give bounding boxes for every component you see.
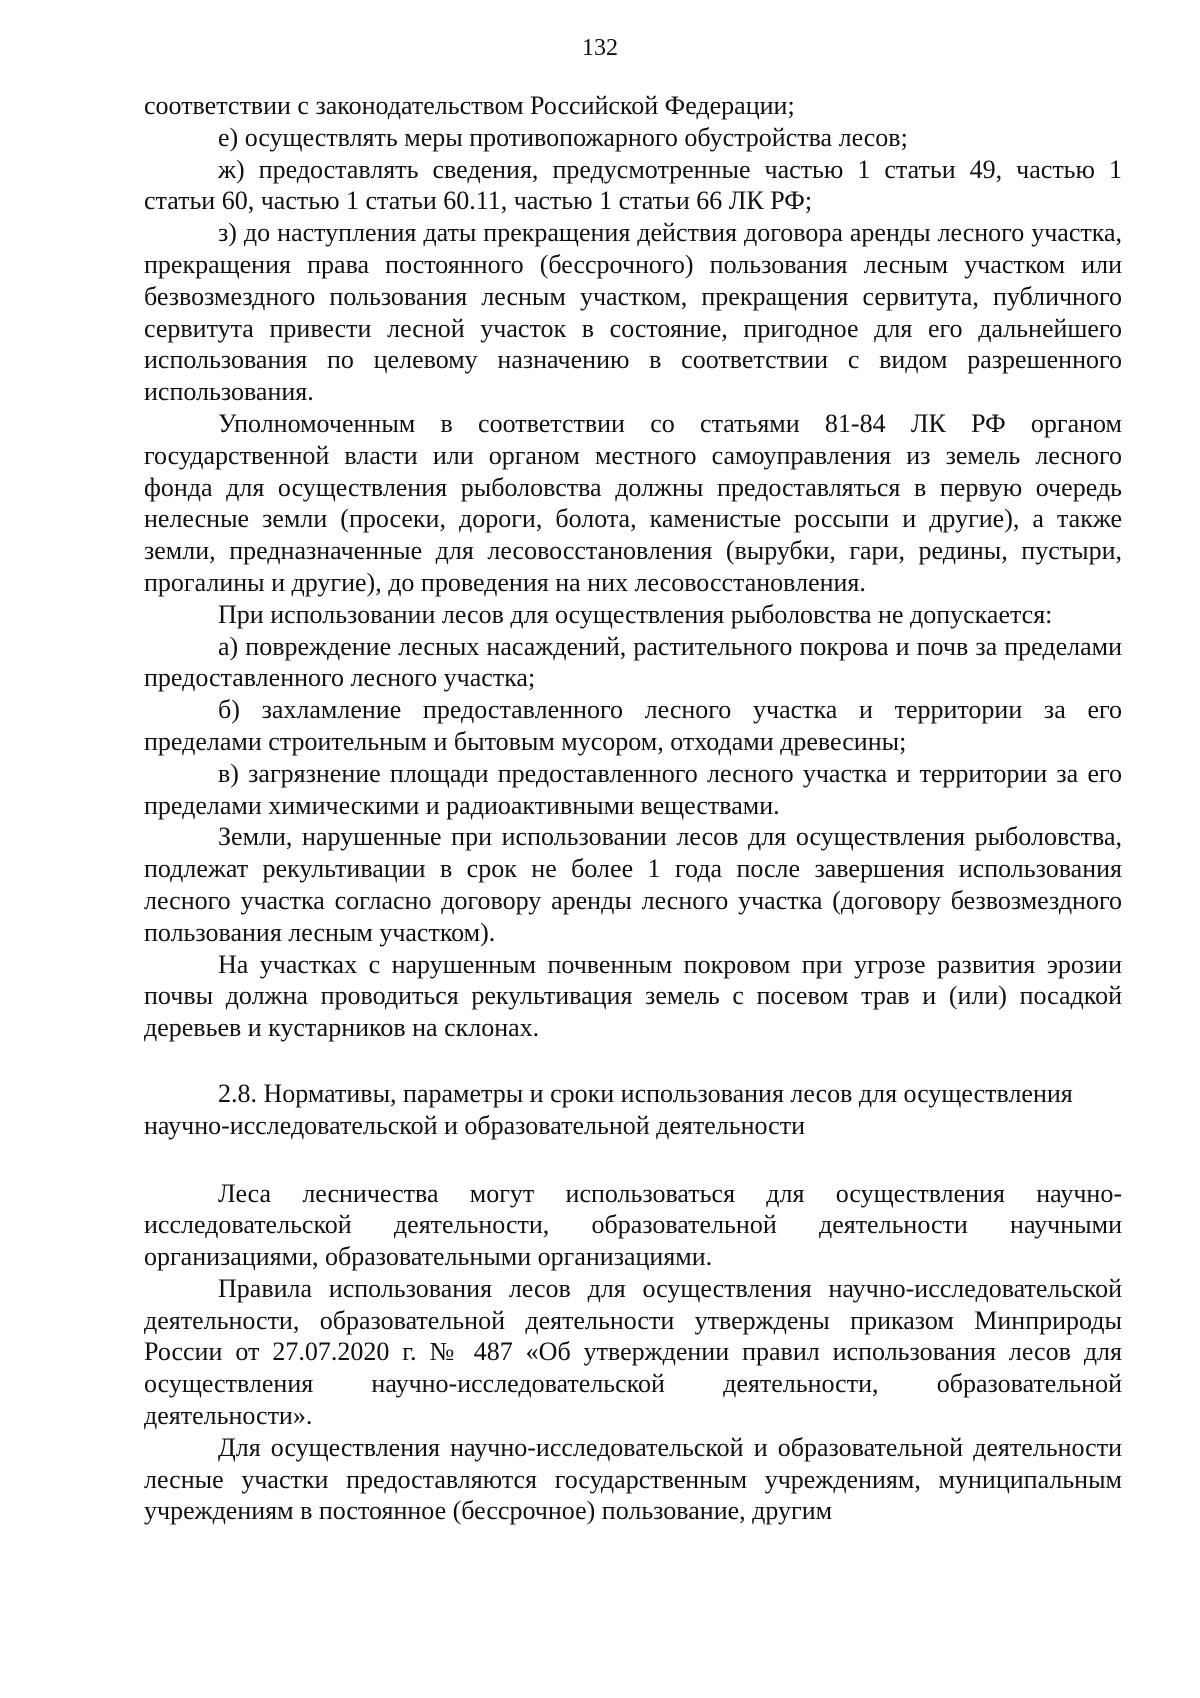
paragraph-provision: Для осуществления научно-исследовательской и образовательной деятельности лесные участки предоставляются государственным учреждениям, муниципальным учреждениям в постоянное (бессрочное) пользование, другим xyxy=(144,1432,1122,1526)
paragraph-recultivation: Земли, нарушенные при использовании лесов для осуществления рыболовства, подлежат рекультивации в срок не более 1 года после завершения использования лесного участка согласно договору аренды лесного участка (договору безвозмездного пользования лесным участком). xyxy=(144,822,1122,947)
spacer xyxy=(144,1044,1122,1078)
paragraph-prohibitions: При использовании лесов для осуществления рыболовства не допускается: xyxy=(218,599,1053,629)
paragraph-erosion: На участках с нарушенным почвенным покровом при угрозе развития эрозии почвы должна проводиться рекультивация земель с посевом трав и (или) посадкой деревьев и кустарников на склонах. xyxy=(144,949,1122,1043)
paragraph-nonforest-lands: Уполномоченным в соответствии со статьями 81-84 ЛК РФ органом государственной власти или органом местного самоуправления из земель лесного фонда для осуществления рыболовства должны предоставляться в первую очередь нелесные земли (просеки, дороги, болота, каменистые россыпи и другие), а также земли, предназначенные для лесовосстановления (вырубки, гари, редины, пустыри, прогалины и другие), до проведения на них лесовосстановления. xyxy=(144,408,1122,597)
paragraph-continuation: соответствии с законодательством Российской Федерации; xyxy=(144,91,795,120)
list-item-zh: ж) предоставлять сведения, предусмотренные частью 1 статьи 49, частью 1 статьи 60, частью 1 статьи 60.11, частью 1 статьи 66 ЛК РФ; xyxy=(144,154,1122,216)
list-item-z: з) до наступления даты прекращения действия договора аренды лесного участка, прекращения права постоянного (бессрочного) пользования лесным участком или безвозмездного пользования лесным участком, прекращения сервитута, публичного сервитута привести лесной участок в состояние, пригодное для его дальнейшего использования по целевому назначению в соответствии с видом разрешенного использования. xyxy=(144,218,1122,407)
section-heading: 2.8. Нормативы, параметры и сроки использования лесов для осуществления научно-исследовательской и образовательной деятельности xyxy=(144,1078,1073,1140)
list-item-b: б) захламление предоставленного лесного участка и территории за его пределами строительным и бытовым мусором, отходами древесины; xyxy=(144,695,1122,756)
document-body xyxy=(144,90,1122,1527)
spacer xyxy=(144,1142,1122,1178)
paragraph-research-use: Леса лесничества могут использоваться для осуществления научно-исследовательской деятельности, образовательной деятельности научными организациями, образовательными организациями. xyxy=(144,1178,1122,1272)
list-item-e: е) осуществлять меры противопожарного обустройства лесов; xyxy=(218,122,908,152)
page-number: 132 xyxy=(582,35,618,61)
paragraph-rules: Правила использования лесов для осуществления научно-исследовательской деятельности, образовательной деятельности утверждены приказом Минприроды России от 27.07.2020 г. № 487 «Об утверждении правил использования лесов для осуществления научно-исследовательской деятельности, образовательной деятельности». xyxy=(144,1273,1122,1431)
list-item-a: а) повреждение лесных насаждений, растительного покрова и почв за пределами предоставленного лесного участка; xyxy=(144,631,1122,693)
list-item-v: в) загрязнение площади предоставленного лесного участка и территории за его пределами химическими и радиоактивными веществами. xyxy=(144,758,1122,820)
